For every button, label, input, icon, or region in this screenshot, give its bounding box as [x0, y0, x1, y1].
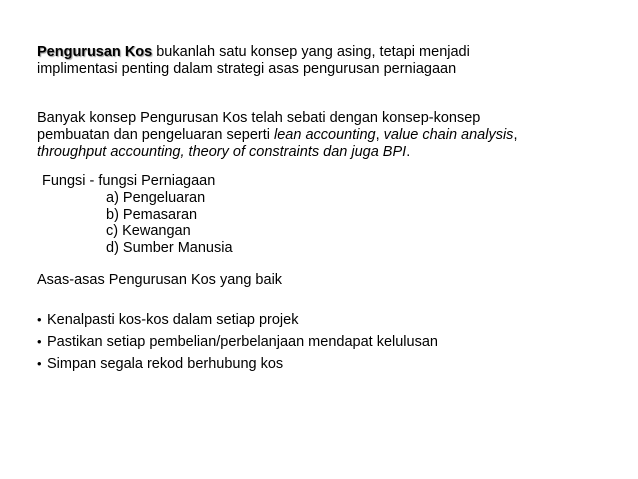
list-item: [37, 331, 438, 353]
concepts-line-3-terms: throughput accounting, theory of constraints dan juga BPI: [37, 144, 407, 160]
term-value-chain-analysis: value chain analysis: [383, 127, 514, 143]
fungsi-item-sumber-manusia: d) Sumber Manusia: [106, 239, 233, 256]
fungsi-item-pemasaran: b) Pemasaran: [106, 206, 198, 223]
intro-heading: Pengurusan Kos: [37, 44, 153, 60]
asas-bullet-list: [37, 309, 438, 375]
concepts-paragraph: [37, 110, 517, 161]
concepts-line-3: [37, 144, 517, 161]
concepts-sep-1: ,: [375, 127, 384, 143]
intro-line-1-text: bukanlah satu konsep yang asing, tetapi menjadi: [152, 44, 470, 60]
bullet-text: Simpan segala rekod berhubung kos: [47, 356, 284, 372]
bullet-icon: •: [37, 356, 42, 371]
concepts-line-2-prefix: pembuatan dan pengeluaran seperti: [37, 127, 275, 143]
term-lean-accounting: lean accounting: [274, 127, 376, 143]
concepts-line-1: Banyak konsep Pengurusan Kos telah sebati dengan konsep-konsep: [37, 110, 481, 126]
intro-line-1: [37, 44, 470, 61]
concepts-sep-2: ,: [513, 127, 518, 143]
intro-paragraph: [37, 44, 470, 78]
fungsi-list: [106, 190, 233, 256]
bullet-text: Kenalpasti kos-kos dalam setiap projek: [47, 312, 299, 328]
fungsi-heading: Fungsi - fungsi Perniagaan: [42, 173, 216, 189]
intro-line-2: implimentasi penting dalam strategi asas pengurusan perniagaan: [37, 61, 457, 77]
concepts-line-2: [37, 127, 517, 144]
fungsi-item-kewangan: c) Kewangan: [106, 223, 191, 239]
fungsi-item-pengeluaran: a) Pengeluaran: [106, 190, 206, 206]
bullet-icon: •: [37, 312, 42, 327]
asas-heading: Asas-asas Pengurusan Kos yang baik: [37, 272, 283, 288]
list-item: [37, 309, 438, 331]
bullet-icon: •: [37, 334, 42, 349]
bullet-text: Pastikan setiap pembelian/perbelanjaan mendapat kelulusan: [47, 334, 438, 350]
concepts-line-3-end: .: [406, 144, 411, 160]
list-item: [37, 353, 438, 375]
